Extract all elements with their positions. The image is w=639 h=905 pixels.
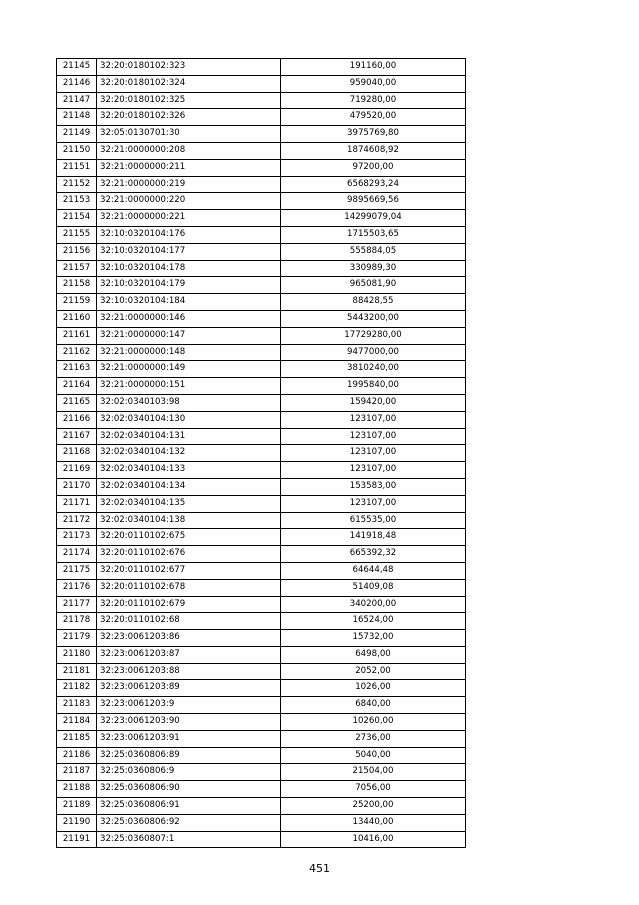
table-row <box>57 814 466 831</box>
value-cell: 615535,00 <box>281 512 466 529</box>
row-number-cell: 21158 <box>57 277 97 294</box>
value-cell: 17729280,00 <box>281 327 466 344</box>
cadastral-number-cell: 32:20:0110102:68 <box>97 613 281 630</box>
cadastral-number-cell: 32:21:0000000:219 <box>97 176 281 193</box>
cadastral-number-cell: 32:21:0000000:221 <box>97 210 281 227</box>
row-number-cell: 21166 <box>57 411 97 428</box>
value-cell: 5443200,00 <box>281 310 466 327</box>
row-number-cell: 21149 <box>57 126 97 143</box>
row-number-cell: 21156 <box>57 243 97 260</box>
row-number-cell: 21153 <box>57 193 97 210</box>
cadastral-number-cell: 32:02:0340104:131 <box>97 428 281 445</box>
row-number-cell: 21171 <box>57 495 97 512</box>
row-number-cell: 21176 <box>57 579 97 596</box>
cadastral-number-cell: 32:21:0000000:146 <box>97 310 281 327</box>
cadastral-number-cell: 32:10:0320104:176 <box>97 226 281 243</box>
row-number-cell: 21150 <box>57 142 97 159</box>
value-cell: 1874608,92 <box>281 142 466 159</box>
value-cell: 88428,55 <box>281 294 466 311</box>
cadastral-number-cell: 32:20:0110102:678 <box>97 579 281 596</box>
row-number-cell: 21173 <box>57 529 97 546</box>
value-cell: 15732,00 <box>281 630 466 647</box>
cadastral-number-cell: 32:20:0180102:325 <box>97 92 281 109</box>
table-row <box>57 764 466 781</box>
cadastral-number-cell: 32:21:0000000:147 <box>97 327 281 344</box>
cadastral-number-cell: 32:10:0320104:178 <box>97 260 281 277</box>
row-number-cell: 21183 <box>57 697 97 714</box>
row-number-cell: 21169 <box>57 462 97 479</box>
registry-table <box>56 58 466 848</box>
table-row <box>57 697 466 714</box>
value-cell: 6568293,24 <box>281 176 466 193</box>
value-cell: 123107,00 <box>281 428 466 445</box>
table-row <box>57 730 466 747</box>
value-cell: 153583,00 <box>281 478 466 495</box>
cadastral-number-cell: 32:21:0000000:148 <box>97 344 281 361</box>
cadastral-number-cell: 32:10:0320104:179 <box>97 277 281 294</box>
cadastral-number-cell: 32:21:0000000:151 <box>97 378 281 395</box>
value-cell: 1026,00 <box>281 680 466 697</box>
table-row <box>57 613 466 630</box>
row-number-cell: 21154 <box>57 210 97 227</box>
table-row <box>57 109 466 126</box>
cadastral-number-cell: 32:23:0061203:87 <box>97 646 281 663</box>
value-cell: 14299079,04 <box>281 210 466 227</box>
cadastral-number-cell: 32:02:0340104:132 <box>97 445 281 462</box>
table-row <box>57 529 466 546</box>
row-number-cell: 21174 <box>57 546 97 563</box>
table-row <box>57 478 466 495</box>
cadastral-number-cell: 32:05:0130701:30 <box>97 126 281 143</box>
table-row <box>57 663 466 680</box>
table-row <box>57 243 466 260</box>
table-row <box>57 210 466 227</box>
value-cell: 965081,90 <box>281 277 466 294</box>
value-cell: 13440,00 <box>281 814 466 831</box>
cadastral-number-cell: 32:02:0340104:135 <box>97 495 281 512</box>
table-row <box>57 260 466 277</box>
cadastral-number-cell: 32:25:0360806:91 <box>97 798 281 815</box>
cadastral-number-cell: 32:25:0360806:89 <box>97 747 281 764</box>
cadastral-number-cell: 32:21:0000000:149 <box>97 361 281 378</box>
value-cell: 5040,00 <box>281 747 466 764</box>
row-number-cell: 21152 <box>57 176 97 193</box>
table-row <box>57 428 466 445</box>
row-number-cell: 21165 <box>57 394 97 411</box>
cadastral-number-cell: 32:25:0360807:1 <box>97 831 281 848</box>
row-number-cell: 21185 <box>57 730 97 747</box>
value-cell: 191160,00 <box>281 59 466 76</box>
table-row <box>57 176 466 193</box>
table-row <box>57 126 466 143</box>
row-number-cell: 21181 <box>57 663 97 680</box>
table-row <box>57 680 466 697</box>
table-row <box>57 75 466 92</box>
row-number-cell: 21189 <box>57 798 97 815</box>
cadastral-number-cell: 32:02:0340103:98 <box>97 394 281 411</box>
value-cell: 479520,00 <box>281 109 466 126</box>
row-number-cell: 21157 <box>57 260 97 277</box>
value-cell: 6840,00 <box>281 697 466 714</box>
value-cell: 555884,05 <box>281 243 466 260</box>
cadastral-number-cell: 32:25:0360806:90 <box>97 781 281 798</box>
cadastral-number-cell: 32:23:0061203:88 <box>97 663 281 680</box>
cadastral-number-cell: 32:21:0000000:208 <box>97 142 281 159</box>
row-number-cell: 21180 <box>57 646 97 663</box>
table-row <box>57 226 466 243</box>
value-cell: 719280,00 <box>281 92 466 109</box>
value-cell: 2736,00 <box>281 730 466 747</box>
table-row <box>57 462 466 479</box>
value-cell: 123107,00 <box>281 445 466 462</box>
table-row <box>57 495 466 512</box>
table-row <box>57 327 466 344</box>
registry-table-body <box>57 59 466 848</box>
table-row <box>57 798 466 815</box>
value-cell: 1715503,65 <box>281 226 466 243</box>
cadastral-number-cell: 32:23:0061203:91 <box>97 730 281 747</box>
row-number-cell: 21191 <box>57 831 97 848</box>
row-number-cell: 21187 <box>57 764 97 781</box>
value-cell: 959040,00 <box>281 75 466 92</box>
value-cell: 51409,08 <box>281 579 466 596</box>
cadastral-number-cell: 32:02:0340104:138 <box>97 512 281 529</box>
row-number-cell: 21168 <box>57 445 97 462</box>
cadastral-number-cell: 32:20:0180102:324 <box>97 75 281 92</box>
value-cell: 141918,48 <box>281 529 466 546</box>
cadastral-number-cell: 32:20:0110102:679 <box>97 596 281 613</box>
value-cell: 2052,00 <box>281 663 466 680</box>
row-number-cell: 21164 <box>57 378 97 395</box>
table-row <box>57 159 466 176</box>
row-number-cell: 21147 <box>57 92 97 109</box>
table-row <box>57 92 466 109</box>
row-number-cell: 21179 <box>57 630 97 647</box>
row-number-cell: 21145 <box>57 59 97 76</box>
table-row <box>57 344 466 361</box>
row-number-cell: 21162 <box>57 344 97 361</box>
value-cell: 3975769,80 <box>281 126 466 143</box>
value-cell: 9477000,00 <box>281 344 466 361</box>
value-cell: 123107,00 <box>281 462 466 479</box>
table-row <box>57 596 466 613</box>
row-number-cell: 21188 <box>57 781 97 798</box>
value-cell: 3810240,00 <box>281 361 466 378</box>
table-row <box>57 562 466 579</box>
cadastral-number-cell: 32:25:0360806:9 <box>97 764 281 781</box>
row-number-cell: 21190 <box>57 814 97 831</box>
table-row <box>57 294 466 311</box>
cadastral-number-cell: 32:20:0110102:677 <box>97 562 281 579</box>
cadastral-number-cell: 32:10:0320104:177 <box>97 243 281 260</box>
value-cell: 340200,00 <box>281 596 466 613</box>
value-cell: 7056,00 <box>281 781 466 798</box>
table-row <box>57 411 466 428</box>
table-row <box>57 445 466 462</box>
value-cell: 10260,00 <box>281 714 466 731</box>
row-number-cell: 21170 <box>57 478 97 495</box>
row-number-cell: 21160 <box>57 310 97 327</box>
table-row <box>57 714 466 731</box>
table-row <box>57 142 466 159</box>
value-cell: 159420,00 <box>281 394 466 411</box>
cadastral-number-cell: 32:20:0110102:675 <box>97 529 281 546</box>
cadastral-number-cell: 32:02:0340104:133 <box>97 462 281 479</box>
table-row <box>57 59 466 76</box>
value-cell: 16524,00 <box>281 613 466 630</box>
cadastral-number-cell: 32:02:0340104:130 <box>97 411 281 428</box>
table-row <box>57 361 466 378</box>
row-number-cell: 21161 <box>57 327 97 344</box>
row-number-cell: 21151 <box>57 159 97 176</box>
cadastral-number-cell: 32:23:0061203:9 <box>97 697 281 714</box>
table-row <box>57 831 466 848</box>
row-number-cell: 21155 <box>57 226 97 243</box>
value-cell: 10416,00 <box>281 831 466 848</box>
cadastral-number-cell: 32:20:0180102:326 <box>97 109 281 126</box>
cadastral-number-cell: 32:10:0320104:184 <box>97 294 281 311</box>
cadastral-number-cell: 32:02:0340104:134 <box>97 478 281 495</box>
row-number-cell: 21186 <box>57 747 97 764</box>
cadastral-number-cell: 32:23:0061203:89 <box>97 680 281 697</box>
value-cell: 21504,00 <box>281 764 466 781</box>
value-cell: 330989,30 <box>281 260 466 277</box>
value-cell: 25200,00 <box>281 798 466 815</box>
cadastral-number-cell: 32:21:0000000:220 <box>97 193 281 210</box>
value-cell: 123107,00 <box>281 411 466 428</box>
page-number: 451 <box>309 862 330 875</box>
row-number-cell: 21184 <box>57 714 97 731</box>
row-number-cell: 21163 <box>57 361 97 378</box>
cadastral-number-cell: 32:21:0000000:211 <box>97 159 281 176</box>
row-number-cell: 21177 <box>57 596 97 613</box>
cadastral-number-cell: 32:25:0360806:92 <box>97 814 281 831</box>
table-row <box>57 747 466 764</box>
value-cell: 9895669,56 <box>281 193 466 210</box>
row-number-cell: 21146 <box>57 75 97 92</box>
table-row <box>57 781 466 798</box>
value-cell: 665392,32 <box>281 546 466 563</box>
row-number-cell: 21182 <box>57 680 97 697</box>
table-row <box>57 193 466 210</box>
row-number-cell: 21159 <box>57 294 97 311</box>
table-row <box>57 546 466 563</box>
table-row <box>57 310 466 327</box>
row-number-cell: 21148 <box>57 109 97 126</box>
table-row <box>57 378 466 395</box>
cadastral-number-cell: 32:20:0180102:323 <box>97 59 281 76</box>
row-number-cell: 21172 <box>57 512 97 529</box>
cadastral-number-cell: 32:23:0061203:90 <box>97 714 281 731</box>
cadastral-number-cell: 32:23:0061203:86 <box>97 630 281 647</box>
value-cell: 64644,48 <box>281 562 466 579</box>
cadastral-number-cell: 32:20:0110102:676 <box>97 546 281 563</box>
row-number-cell: 21167 <box>57 428 97 445</box>
value-cell: 97200,00 <box>281 159 466 176</box>
row-number-cell: 21175 <box>57 562 97 579</box>
table-row <box>57 394 466 411</box>
table-row <box>57 630 466 647</box>
table-row <box>57 512 466 529</box>
table-row <box>57 646 466 663</box>
row-number-cell: 21178 <box>57 613 97 630</box>
value-cell: 6498,00 <box>281 646 466 663</box>
table-row <box>57 277 466 294</box>
value-cell: 1995840,00 <box>281 378 466 395</box>
table-row <box>57 579 466 596</box>
value-cell: 123107,00 <box>281 495 466 512</box>
